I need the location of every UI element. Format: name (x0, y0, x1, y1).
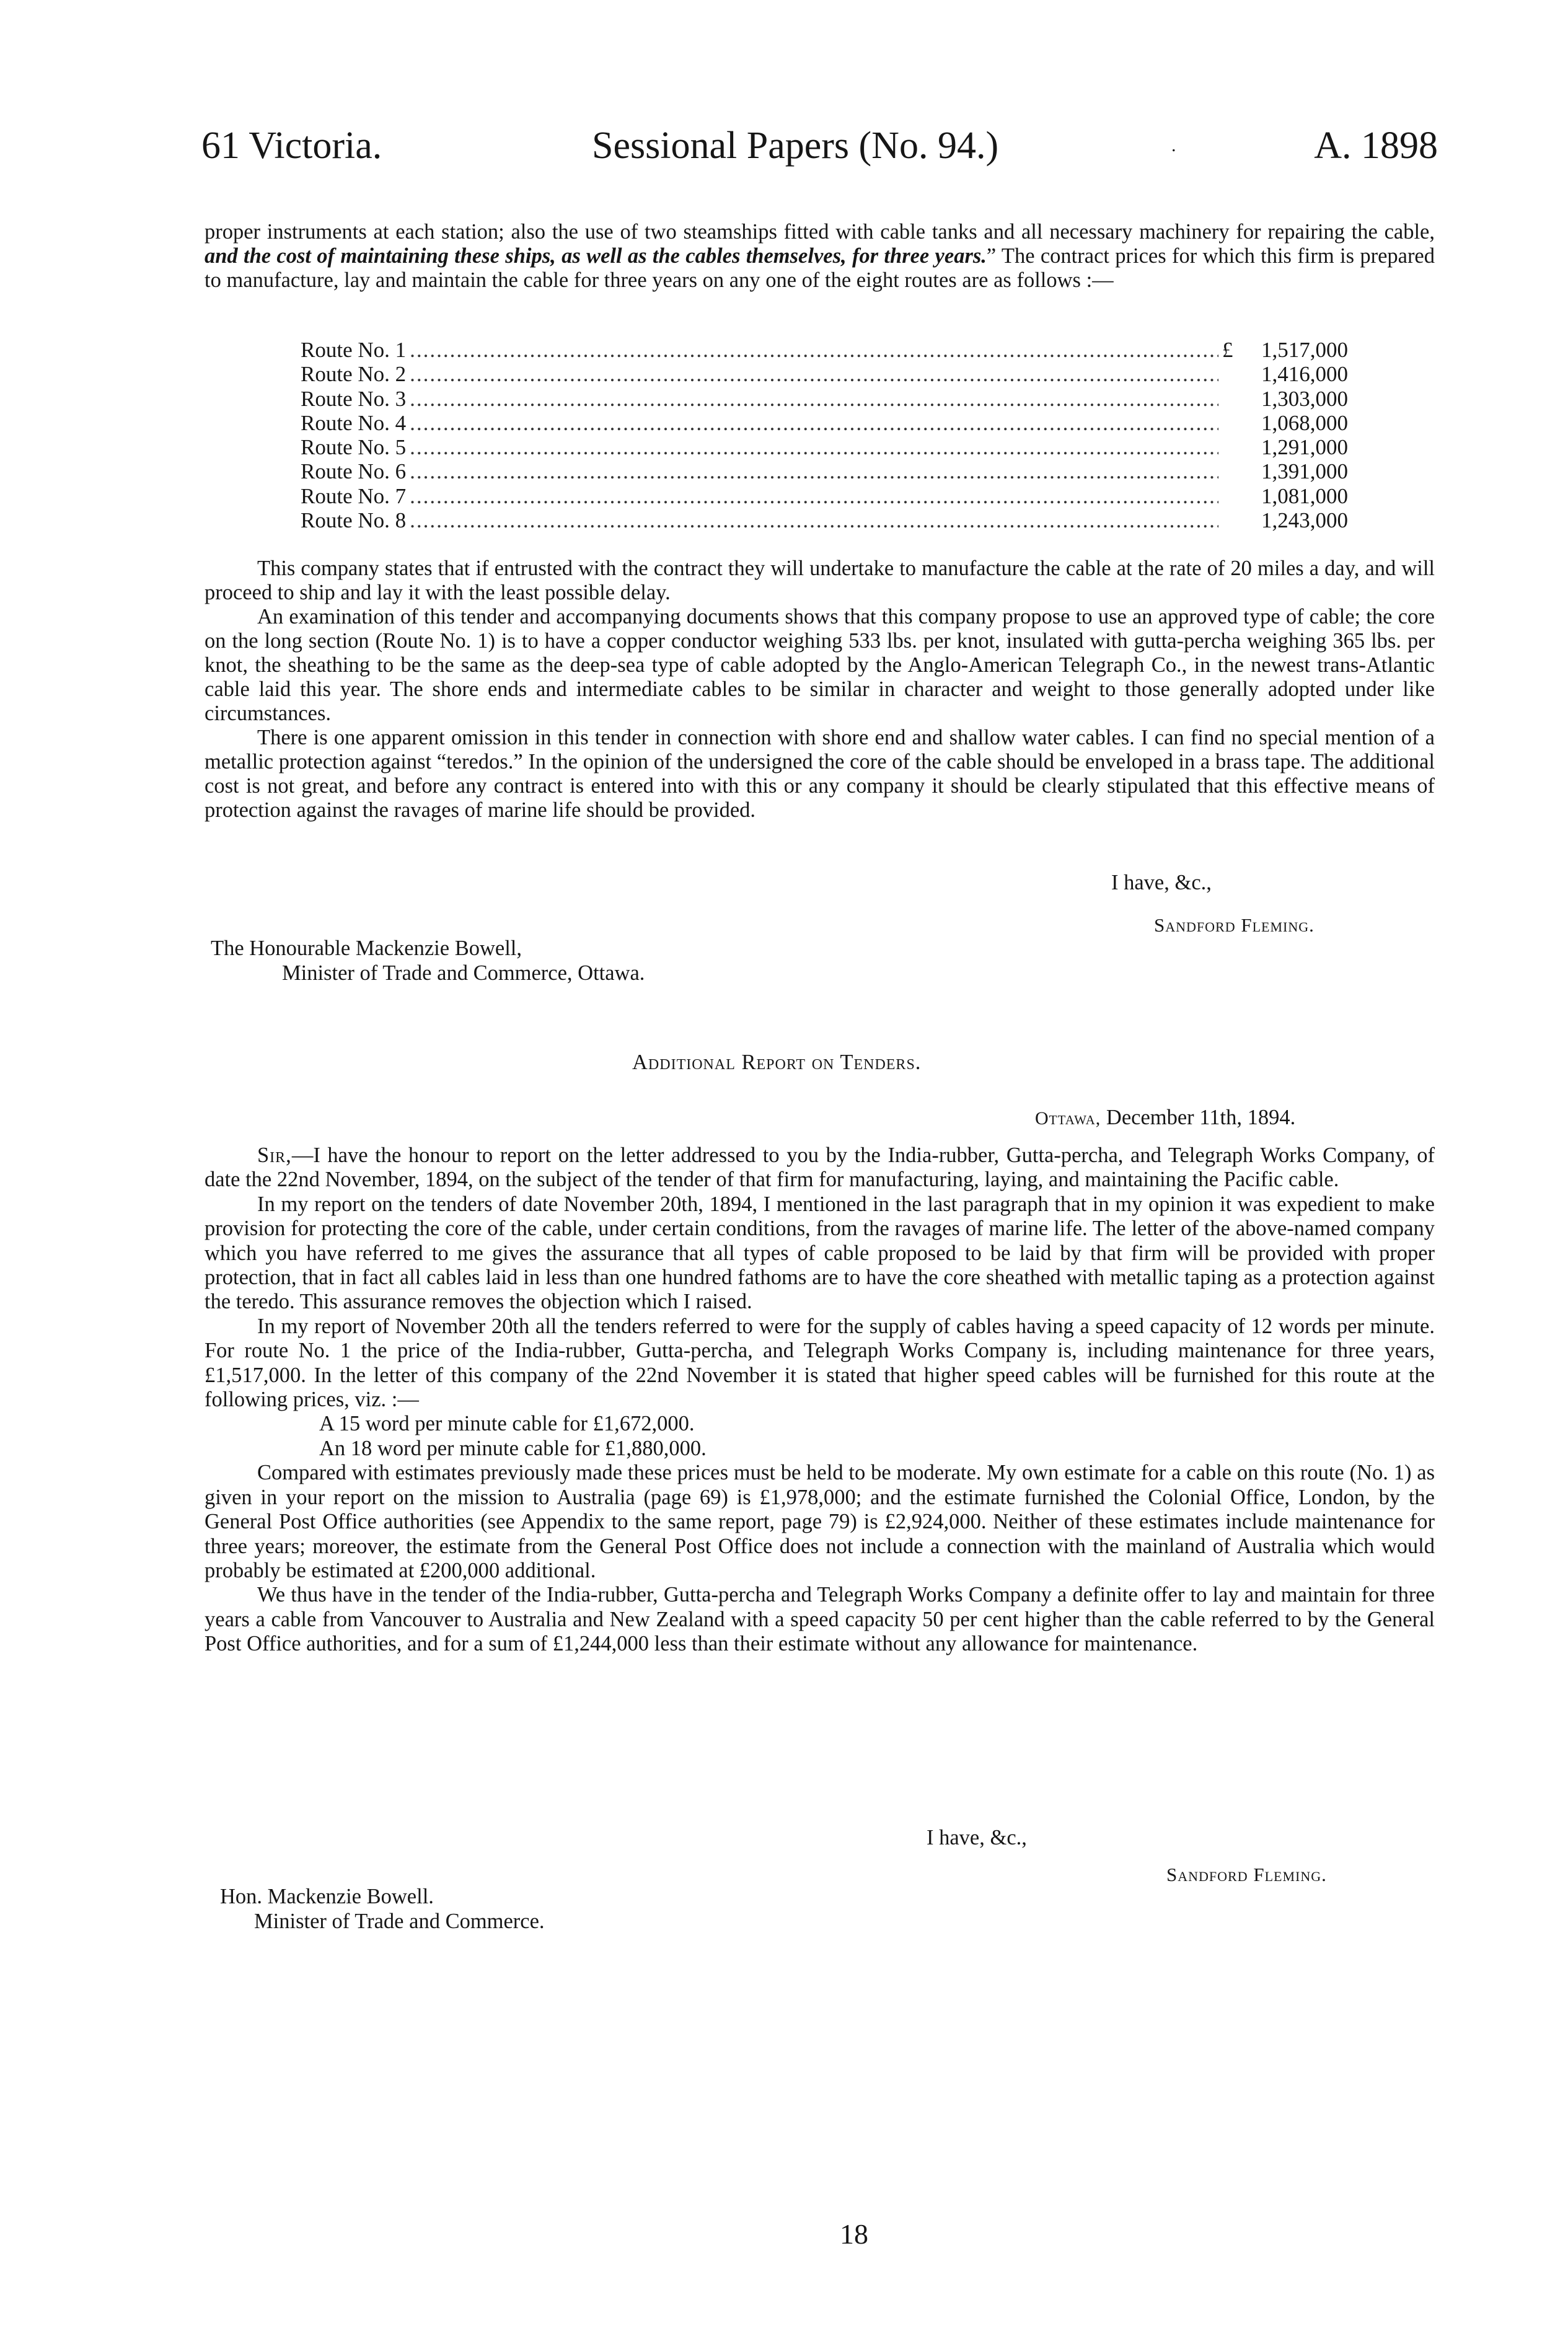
route-label: Route No. 2 (301, 362, 407, 387)
route-row (301, 508, 1348, 532)
dot-leader (410, 362, 1218, 386)
route-label: Route No. 4 (301, 410, 407, 435)
intro-text-1: proper instruments at each station; also the use of two steamships fitted with cable tanks and all necessary machinery for repairing the cable, (205, 220, 1435, 244)
route-label: Route No. 5 (301, 435, 407, 460)
route-row (301, 387, 1348, 411)
route-amount: 1,416,000 (1261, 362, 1348, 387)
route-amount: 1,243,000 (1261, 508, 1348, 533)
route-label: Route No. 6 (301, 459, 407, 484)
dot-leader (410, 435, 1218, 459)
paragraph: There is one apparent omission in this tender in connection with shore end and shallow water cables. I can find no special mention of a metallic protection against “teredos.” In the opinion of the undersigned the core of the cable should be enveloped in a brass tape. The additional cost is not great, and before any contract is entered into with this or any company it should be clearly stipulated that this effective means of protection against the ravages of marine life should be provided. (205, 726, 1435, 822)
paragraph: In my report on the tenders of date November 20th, 1894, I mentioned in the last paragraph that in my opinion it was expedient to make provision for protecting the core of the cable, under certain conditions, from the ravages of marine life. The letter of the above-named company which you have referred to me gives the assurance that all types of cable proposed to be laid by that firm will be provided with proper protection, that in fact all cables laid in less than one hundred fathoms are to have the core sheathed with metallic taping as a protection against the teredo. This assurance removes the objection which I raised. (205, 1192, 1435, 1314)
route-amount: 1,081,000 (1261, 483, 1348, 508)
year-label: A. 1898 (1314, 125, 1438, 167)
dot-leader (410, 411, 1218, 435)
route-label: Route No. 3 (301, 386, 407, 411)
dot-leader (410, 459, 1218, 483)
route-amount: 1,068,000 (1261, 410, 1348, 435)
paragraph: We thus have in the tender of the India-rubber, Gutta-percha and Telegraph Works Company a definite offer to lay and maintain for three years a cable from Vancouver to Australia and New Zealand with a speed capacity 50 per cent higher than the cable referred to by the General Post Office authorities, and for a sum of £1,244,000 less than their estimate without any allowance for maintenance. (205, 1583, 1435, 1656)
route-label: Route No. 7 (301, 483, 407, 508)
offer-line: An 18 word per minute cable for £1,880,000. (319, 1436, 707, 1460)
route-row (301, 338, 1348, 362)
route-row (301, 435, 1348, 459)
dot-leader (410, 387, 1218, 411)
route-row (301, 411, 1348, 435)
addressee-line: Hon. Mackenzie Bowell. (220, 1885, 434, 1908)
additional-report-body (205, 1143, 1435, 1657)
signature: Sandford Fleming. (1154, 914, 1315, 936)
route-price-list (301, 338, 1348, 532)
closing-line: I have, &c., (927, 1826, 1027, 1849)
addressee-title: Minister of Trade and Commerce. (254, 1910, 545, 1933)
intro-paragraph (205, 220, 1435, 293)
paragraph: This company states that if entrusted with the contract they will undertake to manufacture the cable at the rate of 20 miles a day, and will proceed to ship and lay it with the least possible delay. (205, 557, 1435, 604)
route-amount: 1,391,000 (1261, 459, 1348, 484)
route-row (301, 362, 1348, 386)
route-amount: 1,303,000 (1261, 386, 1348, 411)
addressee-line: The Honourable Mackenzie Bowell, (211, 936, 522, 960)
page-number: 18 (840, 2218, 868, 2250)
page-header (201, 121, 1438, 170)
route-label: Route No. 8 (301, 508, 407, 533)
route-amount: 1,517,000 (1261, 338, 1348, 362)
header-dot: . (1171, 135, 1176, 156)
route-label: Route No. 1 (301, 338, 407, 362)
dot-leader (410, 338, 1218, 362)
paragraph: An examination of this tender and accompanying documents shows that this company propose to use an approved type of cable; the core on the long section (Route No. 1) is to have a copper conductor weighing 533 lbs. per knot, insulated with gutta-percha weighing 365 lbs. per knot, the sheathing to be the same as the deep-sea type of cable adopted by the Anglo-American Telegraph Co., in the newest trans-Atlantic cable laid this year. The shore ends and intermediate cables to be similar in character and weight to those generally adopted under like circumstances. (205, 605, 1435, 725)
signature: Sandford Fleming. (1166, 1864, 1327, 1885)
dot-leader (410, 508, 1218, 532)
route-row (301, 484, 1348, 508)
route-amount: 1,291,000 (1261, 435, 1348, 460)
paragraph: In my report of November 20th all the tenders referred to were for the supply of cables having a speed capacity of 12 words per minute. For route No. 1 the price of the India-rubber, Gutta-percha, and Telegraph Works Company is, including maintenance for three years, £1,517,000. In the letter of this company of the 22nd November it is stated that higher speed cables will be furnished for this route at the following prices, viz. :— (205, 1314, 1435, 1412)
section-heading: Additional Report on Tenders. (632, 1051, 922, 1074)
dateline: Ottawa, December 11th, 1894. (1035, 1106, 1296, 1129)
session-label: 61 Victoria. (201, 125, 382, 167)
dot-leader (410, 484, 1218, 508)
intro-text-2: ” The contract prices for which this firm is prepared to manufacture, lay and maintain the cable for three years on any one of the eight routes are as follows :— (205, 244, 1435, 292)
paragraph: Sir,—I have the honour to report on the letter addressed to you by the India-rubber, Gutta-percha, and Telegraph Works Company, of date the 22nd November, 1894, on the subject of the tender of that firm for manufacturing, laying, and maintaining the Pacific cable. (205, 1143, 1435, 1192)
intro-emphasis: and the cost of maintaining these ships, as well as the cables themselves, for three years. (205, 244, 987, 268)
offer-line: A 15 word per minute cable for £1,672,000. (319, 1412, 695, 1436)
publication-title: Sessional Papers (No. 94.) (592, 125, 999, 167)
closing-line: I have, &c., (1111, 871, 1212, 894)
first-report-body (205, 557, 1435, 822)
salutation: Sir, (257, 1143, 292, 1167)
currency-symbol: £ (1222, 338, 1233, 362)
route-row (301, 459, 1348, 483)
paragraph: Compared with estimates previously made these prices must be held to be moderate. My own estimate for a cable on this route (No. 1) as given in your report on the mission to Australia (page 69) is £1,978,000; and the estimate furnished the Colonial Office, London, by the General Post Office authorities (see Appendix to the same report, page 79) is £2,924,000. Neither of these estimates include maintenance for three years; moreover, the estimate from the General Post Office does not include a connection with the mainland of Australia which would probably be estimated at £200,000 additional. (205, 1461, 1435, 1582)
addressee-title: Minister of Trade and Commerce, Ottawa. (282, 961, 645, 985)
